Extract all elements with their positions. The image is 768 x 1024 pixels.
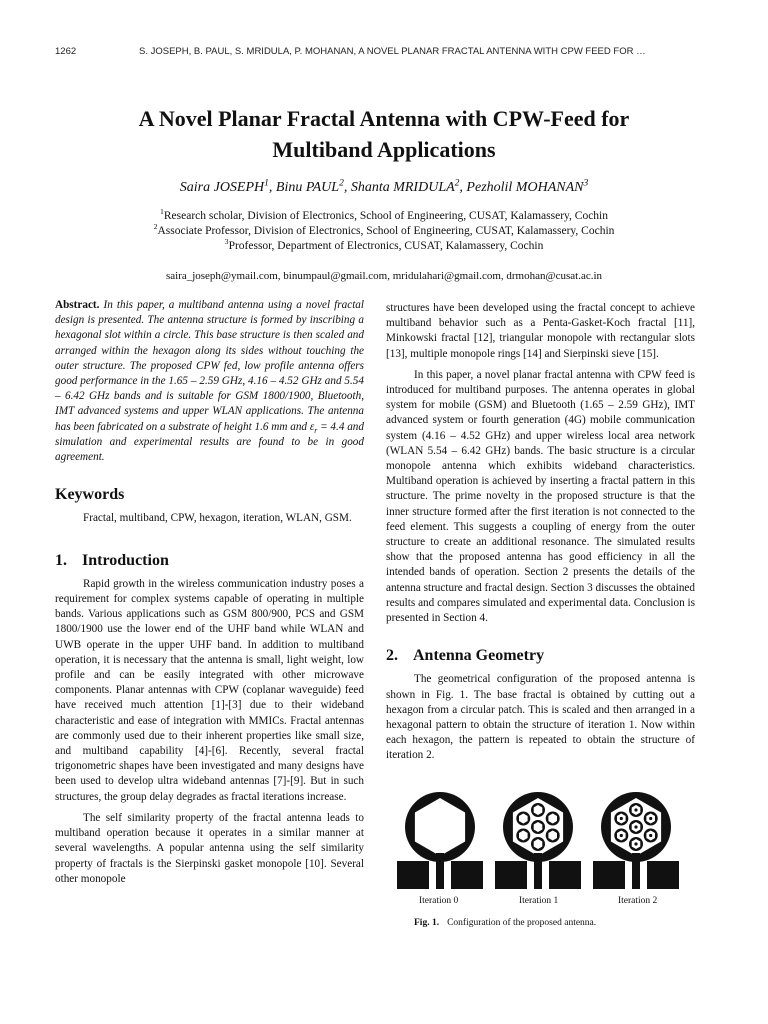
figure-caption — [414, 918, 596, 928]
abstract — [55, 298, 364, 465]
iteration-1-label: Iteration 1 — [519, 896, 559, 906]
running-title: S. JOSEPH, B. PAUL, S. MRIDULA, P. MOHANAN, A NOVEL PLANAR FRACTAL ANTENNA WITH CPW FEED FOR … — [139, 46, 646, 57]
abstract-text: In this paper, a multiband antenna using a novel fractal design is presented. The antenna structure is formed by inscribing a hexagonal slot within a circle. This base structure is then scaled and arranged within the hexagon along its sides without touching the outer structure. The proposed CPW fed, low profile antenna offers good performance in the 1.65 – 2.59 GHz, 4.16 – 4.52 GHz and 5.54 – 6.42 GHz bands and is suitable for GSM 1800/1900, Bluetooth, IMT advanced systems and upper WLAN applications. The antenna has been fabricated on a substrate of height 1.6 mm and ε — [55, 299, 365, 433]
section-heading-antenna-geometry — [386, 648, 695, 663]
title-line-2: Multiband Applications — [272, 137, 496, 162]
affiliation-sup: 1 — [159, 207, 164, 217]
abstract-label: Abstract. — [55, 299, 100, 311]
author-name: Binu PAUL — [275, 180, 340, 195]
title-line-1: A Novel Planar Fractal Antenna with CPW-Feed for — [138, 106, 630, 131]
section-heading-introduction — [55, 553, 364, 568]
section-title: Introduction — [82, 551, 169, 569]
author-sup: 2 — [454, 178, 460, 189]
author-emails: saira_joseph@ymail.com, binumpaul@gmail.com, mridulahari@gmail.com, drmohan@cusat.ac.in — [165, 270, 603, 282]
paragraph: The geometrical configuration of the proposed antenna is shown in Fig. 1. The base fractal is obtained by cutting out a hexagon from a circular patch. This is scaled and then arranged in a hexagonal pattern to obtain the structure of iteration 1. Now within each hexagon, the pattern is repeated to obtain the structure of iteration 2. — [386, 673, 695, 762]
abstract-text-end: = 4.4 and simulation and experimental results are found to be in good agreement. — [55, 420, 364, 464]
paragraph: The self similarity property of the fractal antenna leads to multiband operation because it operates in a similar manner at several wavelengths. A popular antenna using the self similarity property of fractals is the Sierpinski gasket monopole [10]. Several other monopole — [55, 811, 364, 885]
author-sup: 2 — [339, 178, 344, 189]
section-number: 1. — [55, 551, 67, 569]
affiliation-text: Professor, Department of Electronics, CUSAT, Kalamassery, Cochin — [228, 240, 544, 252]
affiliation — [40, 224, 728, 239]
right-column — [386, 301, 695, 764]
affiliation-sup: 2 — [153, 222, 158, 232]
figure-1 — [386, 789, 695, 939]
iteration-0-label: Iteration 0 — [419, 896, 459, 906]
figure-caption-label: Fig. 1. — [414, 918, 440, 928]
epsilon-subscript: r — [314, 425, 318, 435]
paragraph: structures have been developed using the fractal concept to achieve multiband behavior such as a Penta-Gasket-Koch fractal [11], Minkowski fractal [12], triangular monopole with rectangular slots [13], multiple monopole rings [14] and Sierpinski sieve [15]. — [386, 302, 695, 360]
author-sup: 3 — [583, 178, 589, 189]
paper-title — [40, 103, 728, 165]
section-title: Antenna Geometry — [413, 647, 545, 665]
iteration-2-antenna — [593, 792, 679, 889]
iteration-2-label: Iteration 2 — [618, 896, 658, 906]
keywords-text: Fractal, multiband, CPW, hexagon, iteration, WLAN, GSM. — [83, 512, 352, 525]
author-name: Shanta MRIDULA — [350, 180, 455, 195]
author-list: Saira JOSEPH$^1$, Binu PAUL$^2$, Shanta MRIDULA$^2$, Pezholil MOHANAN$^3$ — [179, 178, 589, 195]
antenna-configuration-diagram — [386, 789, 695, 899]
author-sup: 1 — [264, 178, 269, 189]
page-number: 1262 — [55, 46, 77, 57]
keywords-heading: Keywords — [55, 486, 125, 504]
affiliation-text: Research scholar, Division of Electronics, School of Engineering, CUSAT, Kalamassery, Cochin — [163, 210, 608, 222]
affiliations — [40, 209, 728, 254]
left-column — [55, 298, 364, 887]
figure-caption-text: Configuration of the proposed antenna. — [447, 918, 597, 928]
author-name: Pezholil MOHANAN — [466, 180, 584, 195]
affiliation-text: Associate Professor, Division of Electronics, School of Engineering, CUSAT, Kalamassery, Cochin — [157, 225, 615, 237]
section-number: 2. — [386, 647, 398, 665]
paragraph: In this paper, a novel planar fractal antenna with CPW feed is introduced for multiband purposes. The antenna operates in global system for mobile (GSM) and Bluetooth (1.65 – 2.59 GHz), IMT advanced system or fourth generation (4G) mobile communication system (4.16 – 4.52 GHz) and upper wireless local area network (WLAN 5.54 – 6.42 GHz) bands. The basic structure is a circular monopole antenna which exhibits wideband characteristics. Multiband operation is achieved by inserting a fractal pattern in this structure. The prime novelty in the proposed structure is that the inner structure formed after the first iteration is not connected to the feed element. This suggests a coupling of energy from the outer structure to create an additional resonance. The simulated results show that the proposed antenna has good efficiency in all the intended bands of operation. Section 2 presents the details of the antenna structure and fractal design. Section 3 discusses the obtained results and compares simulated and experimental data. Conclusion is presented in Section 4. — [386, 368, 695, 625]
affiliation — [40, 239, 728, 254]
author-name: Saira JOSEPH — [179, 180, 265, 195]
paragraph: Rapid growth in the wireless communication industry poses a requirement for complex systems capable of operating in multiple bands. Various applications such as GSM 800/900, PCS and GSM 1800/1900 use the lower end of the UHF band while WLAN and UWB operate in the upper UHF band. In addition to multiband operation, it is necessary that the antenna is small, light weight, low profile and can be easily integrated with other microwave components. Planar antennas with CPW (coplanar waveguide) feed have received much attention [1]-[3] due to their wideband characteristic and ease of integration with MMICs. Fractal antennas are commonly used due to their inherent properties like small size, and multiband capability [4]-[6]. Recently, several fractal trigonometric shapes have been investigated and many designs have been used to develop ultra wideband antennas [7]-[9]. But in such structures, the group delay degrades as fractal iterations increase. — [55, 577, 364, 803]
iteration-0-antenna — [397, 792, 483, 889]
iteration-1-antenna — [495, 792, 581, 889]
affiliation — [40, 209, 728, 224]
affiliation-sup: 3 — [224, 237, 229, 247]
